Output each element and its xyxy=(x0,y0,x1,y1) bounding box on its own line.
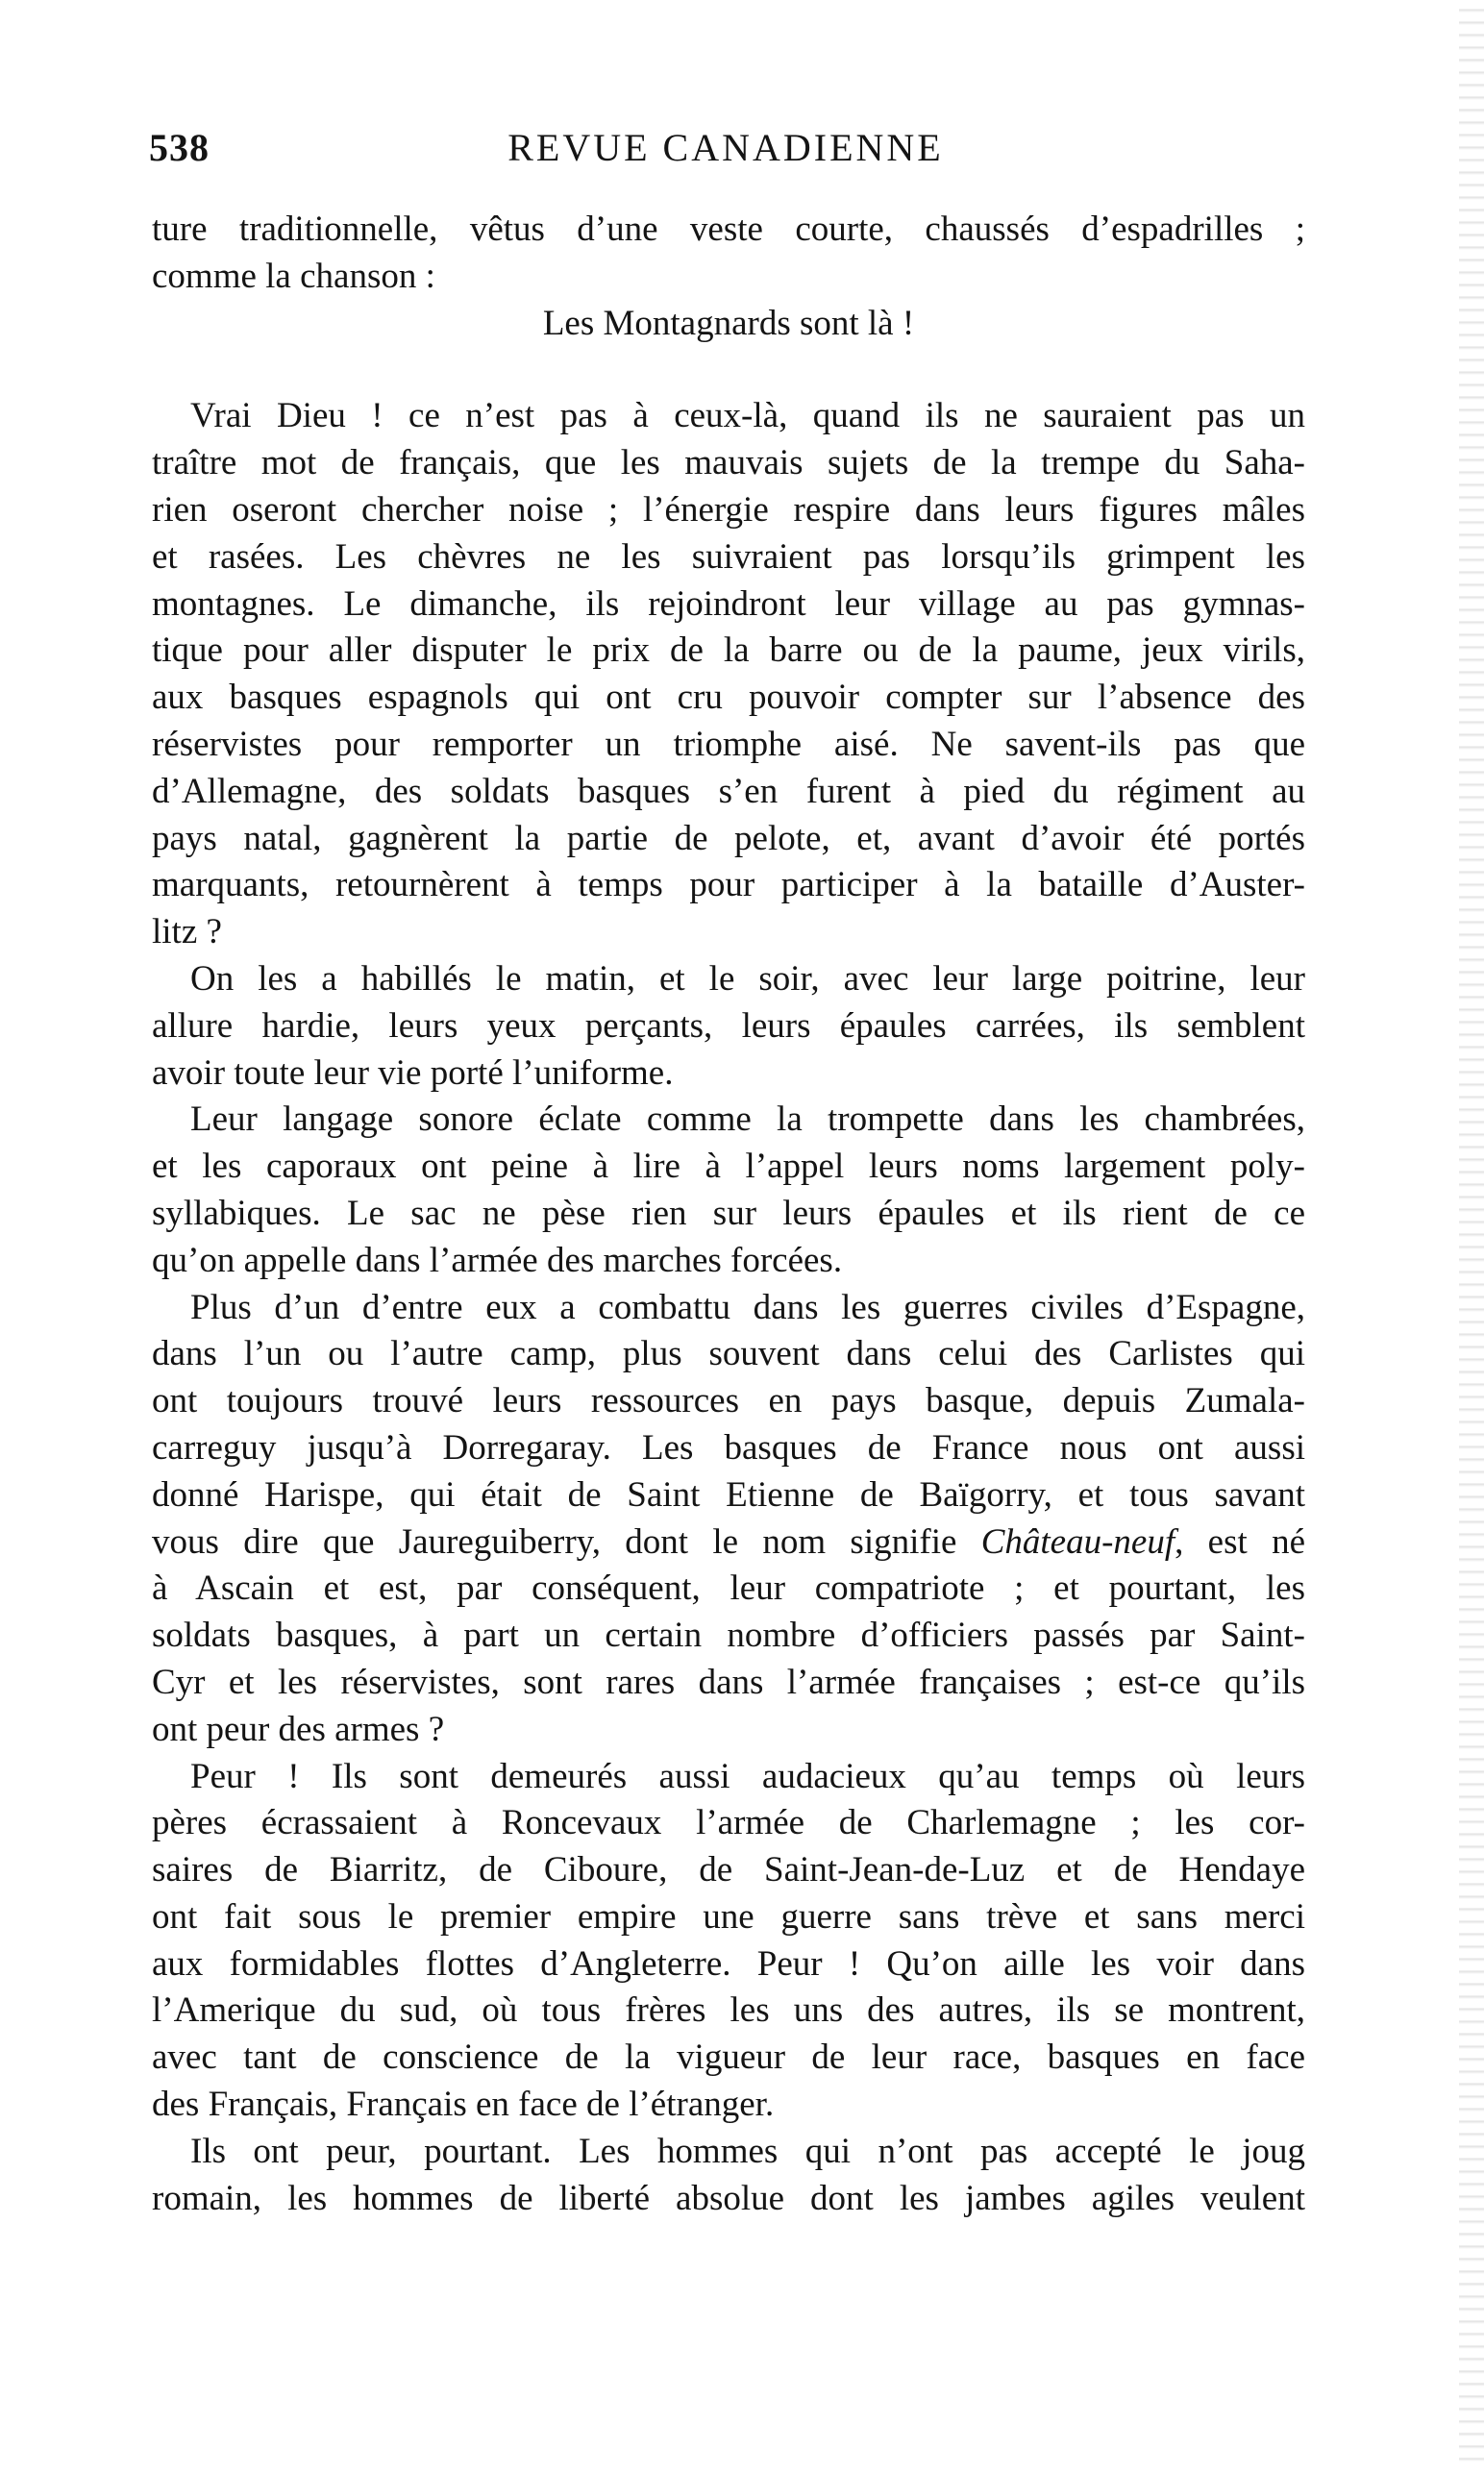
paragraph-gap xyxy=(152,347,1305,393)
text-line: d’Allemagne, des soldats basques s’en furent à pied du régiment au xyxy=(152,771,1305,811)
text-line: Cyr et les réservistes, sont rares dans l’armée françaises ; est-ce qu’ils xyxy=(152,1662,1305,1702)
text-line: aux basques espagnols qui ont cru pouvoir compter sur l’absence des xyxy=(152,678,1305,718)
text-line: Ils ont peur, pourtant. Les hommes qui n’ont pas accepté le joug xyxy=(190,2131,1305,2171)
scan-edge-noise xyxy=(1459,0,1484,2470)
text-line: pères écrassaient à Roncevaux l’armée de Charlemagne ; les cor- xyxy=(152,1803,1305,1843)
page-header xyxy=(149,125,1302,179)
text-line: Peur ! Ils sont demeurés aussi audacieux qu’au temps où leurs xyxy=(190,1756,1305,1796)
text-line: allure hardie, leurs yeux perçants, leurs épaules carrées, ils semblent xyxy=(152,1005,1305,1046)
text-line: à Ascain et est, par conséquent, leur compatriote ; et pourtant, les xyxy=(152,1568,1305,1609)
text-line: Plus d’un d’entre eux a combattu dans les guerres civiles d’Espagne, xyxy=(190,1287,1305,1327)
song-quote: Les Montagnards sont là ! xyxy=(542,303,915,343)
text-line: rien oseront chercher noise ; l’énergie respire dans leurs figures mâles xyxy=(152,489,1305,530)
text-line: pays natal, gagnèrent la partie de pelote, et, avant d’avoir été portés xyxy=(152,818,1305,858)
article-body xyxy=(152,207,1305,2222)
italic-term: Château-neuf xyxy=(980,1521,1175,1562)
text-line xyxy=(152,1519,1305,1567)
text-segment: , est né xyxy=(1175,1521,1305,1562)
text-line: réservistes pour remporter un triomphe aisé. Ne savent-ils pas que xyxy=(152,724,1305,764)
text-line: Leur langage sonore éclate comme la trompette dans les chambrées, xyxy=(190,1099,1305,1140)
text-segment: vous dire que Jaureguiberry, dont le nom signifie xyxy=(152,1521,981,1562)
text-line: ont peur des armes ? xyxy=(152,1709,445,1749)
text-line: avoir toute leur vie porté l’uniforme. xyxy=(152,1052,674,1093)
text-line: donné Harispe, qui était de Saint Etienne de Baïgorry, et tous savant xyxy=(152,1474,1305,1515)
text-line: l’Amerique du sud, où tous frères les uns des autres, ils se montrent, xyxy=(152,1990,1305,2031)
text-line: comme la chanson : xyxy=(152,256,435,296)
text-line: carreguy jusqu’à Dorregaray. Les basques de France nous ont aussi xyxy=(152,1427,1305,1468)
text-line: litz ? xyxy=(152,912,222,952)
text-line: romain, les hommes de liberté absolue dont les jambes agiles veulent xyxy=(152,2178,1305,2218)
text-line: aux formidables flottes d’Angleterre. Peur ! Qu’on aille les voir dans xyxy=(152,1943,1305,1984)
text-line: soldats basques, à part un certain nombre d’officiers passés par Saint- xyxy=(152,1616,1305,1656)
text-line: et les caporaux ont peine à lire à l’appel leurs noms largement poly- xyxy=(152,1147,1305,1187)
text-line: dans l’un ou l’autre camp, plus souvent dans celui des Carlistes qui xyxy=(152,1334,1305,1374)
text-line: syllabiques. Le sac ne pèse rien sur leurs épaules et ils rient de ce xyxy=(152,1193,1305,1233)
text-line: avec tant de conscience de la vigueur de leur race, basques en face xyxy=(152,2038,1305,2078)
text-line: Vrai Dieu ! ce n’est pas à ceux-là, quand ils ne sauraient pas un xyxy=(190,396,1305,436)
text-line: des Français, Français en face de l’étranger. xyxy=(152,2085,775,2125)
text-line: saires de Biarritz, de Ciboure, de Saint-Jean-de-Luz et de Hendaye xyxy=(152,1850,1305,1890)
text-line: et rasées. Les chèvres ne les suivraient pas lorsqu’ils grimpent les xyxy=(152,536,1305,577)
page-number: 538 xyxy=(149,126,210,169)
running-title: REVUE CANADIENNE xyxy=(507,126,944,169)
text-line: traître mot de français, que les mauvais sujets de la trempe du Saha- xyxy=(152,443,1305,483)
text-line: qu’on appelle dans l’armée des marches forcées. xyxy=(152,1240,843,1280)
text-line: On les a habillés le matin, et le soir, avec leur large poitrine, leur xyxy=(190,958,1305,999)
text-line: ont fait sous le premier empire une guerre sans trève et sans merci xyxy=(152,1896,1305,1937)
text-line: ont toujours trouvé leurs ressources en pays basque, depuis Zumala- xyxy=(152,1381,1305,1421)
text-line: tique pour aller disputer le prix de la barre ou de la paume, jeux virils, xyxy=(152,630,1305,671)
text-line: montagnes. Le dimanche, ils rejoindront leur village au pas gymnas- xyxy=(152,583,1305,624)
text-line: ture traditionnelle, vêtus d’une veste courte, chaussés d’espadrilles ; xyxy=(152,210,1305,249)
text-line: marquants, retournèrent à temps pour participer à la bataille d’Auster- xyxy=(152,865,1305,905)
